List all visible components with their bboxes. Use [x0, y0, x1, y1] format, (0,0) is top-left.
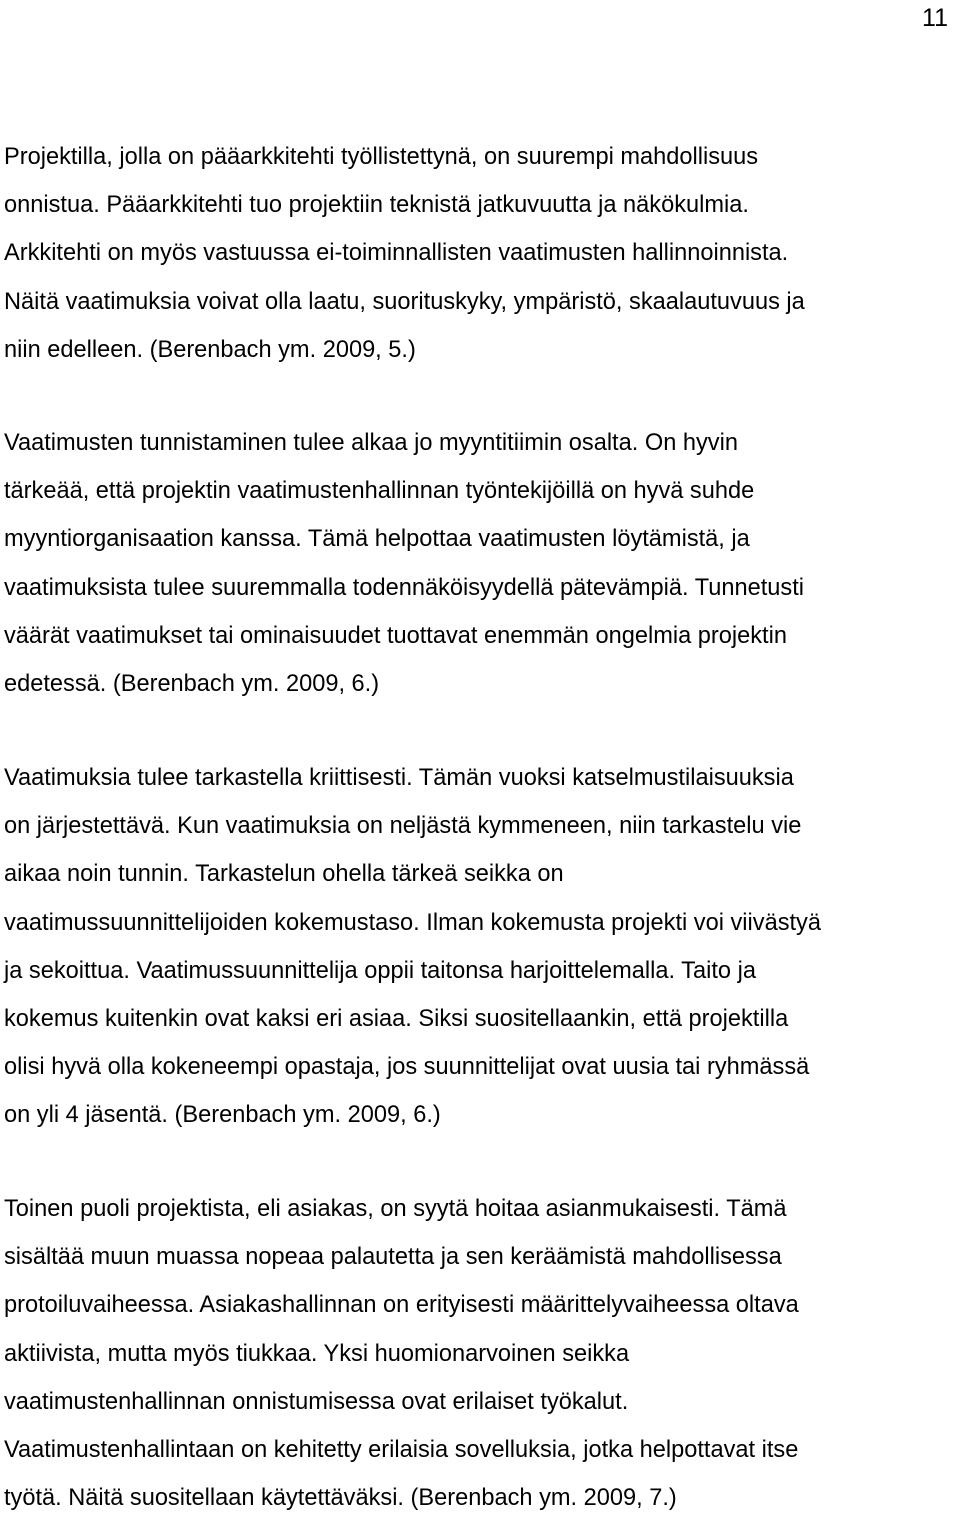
- text-line: Vaatimuksia tulee tarkastella kriittisesti. Tämän vuoksi katselmustilaisuuksia: [4, 765, 794, 791]
- text-line: Projektilla, jolla on pääarkkitehti työllistettynä, on suurempi mahdollisuus: [4, 144, 759, 170]
- text-line: edetessä. (Berenbach ym. 2009, 6.): [4, 671, 380, 698]
- text-line: myyntiorganisaation kanssa. Tämä helpottaa vaatimusten löytämistä, ja: [4, 526, 750, 553]
- text-line: vaatimustenhallinnan onnistumisessa ovat erilaiset työkalut.: [4, 1388, 629, 1415]
- text-line: ja sekoittua. Vaatimussuunnittelija oppii taitonsa harjoittelemalla. Taito ja: [4, 957, 756, 984]
- text-line: on järjestettävä. Kun vaatimuksia on neljästä kymmeneen, niin tarkastelu vie: [4, 813, 802, 840]
- text-line: aikaa noin tunnin. Tarkastelun ohella tärkeä seikka on: [4, 861, 564, 888]
- text-line: Arkkitehti on myös vastuussa ei-toiminnallisten vaatimusten hallinnoinnista.: [4, 240, 789, 267]
- text-line: Vaatimustenhallintaan on kehitetty erilaisia sovelluksia, jotka helpottavat itse: [4, 1437, 799, 1464]
- text-line: kokemus kuitenkin ovat kaksi eri asiaa. Siksi suositellaankin, että projektilla: [4, 1006, 789, 1033]
- text-line: väärät vaatimukset tai ominaisuudet tuottavat enemmän ongelmia projektin: [4, 622, 787, 649]
- text-line: Toinen puoli projektista, eli asiakas, on syytä hoitaa asianmukaisesti. Tämä: [4, 1196, 787, 1222]
- text-line: Näitä vaatimuksia voivat olla laatu, suorituskyky, ympäristö, skaalautuvuus ja: [4, 288, 805, 315]
- text-line: on yli 4 jäsentä. (Berenbach ym. 2009, 6.): [4, 1102, 441, 1129]
- paragraph-chief-architect: [4, 133, 959, 374]
- page-number: 11: [922, 4, 948, 32]
- text-line: Vaatimusten tunnistaminen tulee alkaa jo myyntitiimin osalta. On hyvin: [4, 430, 738, 456]
- text-line: vaatimuksista tulee suuremmalla todennäköisyydellä pätevämpiä. Tunnetusti: [4, 574, 804, 601]
- text-line: aktiivista, mutta myös tiukkaa. Yksi huomionarvoinen seikka: [4, 1340, 630, 1367]
- text-line: työtä. Näitä suositellaan käytettäväksi. (Berenbach ym. 2009, 7.): [4, 1485, 677, 1512]
- text-line: protoiluvaiheessa. Asiakashallinnan on erityisesti määrittelyvaiheessa oltava: [4, 1292, 799, 1319]
- paragraph-requirements-review: [4, 754, 959, 1140]
- paragraph-customer-management: [4, 1185, 959, 1522]
- text-line: tärkeää, että projektin vaatimustenhallinnan työntekijöillä on hyvä suhde: [4, 478, 755, 505]
- text-line: sisältää muun muassa nopeaa palautetta ja sen keräämistä mahdollisessa: [4, 1244, 782, 1271]
- text-line: olisi hyvä olla kokeneempi opastaja, jos suunnittelijat ovat uusia tai ryhmässä: [4, 1054, 810, 1081]
- paragraph-requirements-identification: [4, 419, 959, 708]
- text-line: onnistua. Pääarkkitehti tuo projektiin teknistä jatkuvuutta ja näkökulmia.: [4, 192, 749, 219]
- text-line: niin edelleen. (Berenbach ym. 2009, 5.): [4, 336, 416, 363]
- text-line: vaatimussuunnittelijoiden kokemustaso. Ilman kokemusta projekti voi viivästyä: [4, 909, 821, 936]
